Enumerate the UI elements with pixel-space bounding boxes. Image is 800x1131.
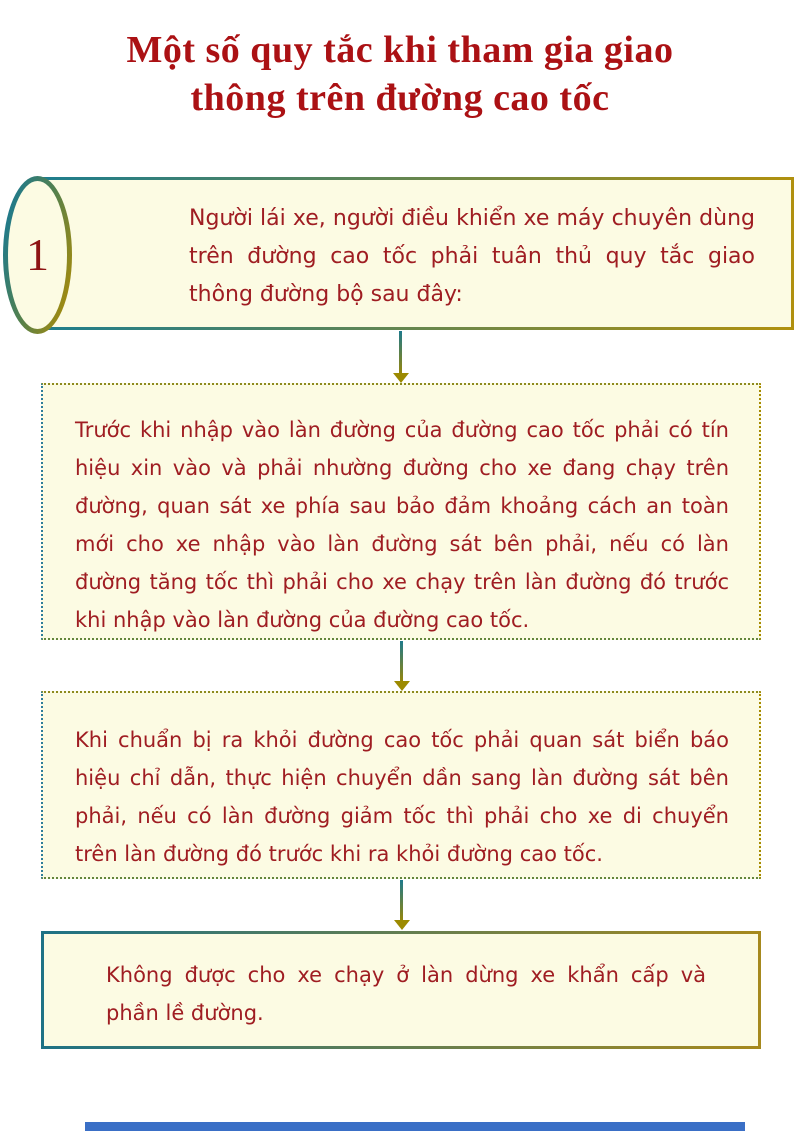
rule-emergency-lane-text: Không được cho xe chạy ở làn dừng xe khẩn cấp và phần lề đường. (106, 963, 706, 1025)
arrow-down-icon (400, 880, 403, 921)
arrow-down-icon (399, 331, 402, 374)
page-title-line-2: thông trên đường cao tốc (190, 77, 610, 119)
step-1-number-badge (3, 176, 72, 334)
step-1-text: Người lái xe, người điều khiển xe máy chuyên dùng trên đường cao tốc phải tuân thủ quy tắc giao thông đường bộ sau đây: (189, 206, 755, 307)
rule-exit-highway-text: Khi chuẩn bị ra khỏi đường cao tốc phải quan sát biển báo hiệu chỉ dẫn, thực hiện chuyển dần sang làn đường sát bên phải, nếu có làn đường giảm tốc thì phải cho xe di chuyển trên làn đường đó trước khi ra khỏi đường cao tốc. (75, 728, 729, 866)
page-title (0, 26, 800, 122)
rule-box-enter-highway (41, 383, 761, 640)
step-1-number: 1 (26, 229, 49, 280)
arrow-down-icon (400, 641, 403, 682)
rule-enter-highway-text: Trước khi nhập vào làn đường của đường cao tốc phải có tín hiệu xin vào và phải nhường đường cho xe đang chạy trên đường, quan sát xe phía sau bảo đảm khoảng cách an toàn mới cho xe nhập vào làn đường sát bên phải, nếu có làn đường tăng tốc thì phải cho xe chạy trên làn đường đó trước khi nhập vào làn đường của đường cao tốc. (75, 418, 729, 632)
next-section-peek-bar (85, 1122, 745, 1131)
step-1-header-box (37, 177, 794, 330)
rule-box-emergency-lane (41, 931, 761, 1049)
rule-box-exit-highway (41, 691, 761, 879)
page-title-line-1: Một số quy tắc khi tham gia giao (126, 29, 674, 71)
step-1-number-badge-inner (8, 181, 67, 329)
